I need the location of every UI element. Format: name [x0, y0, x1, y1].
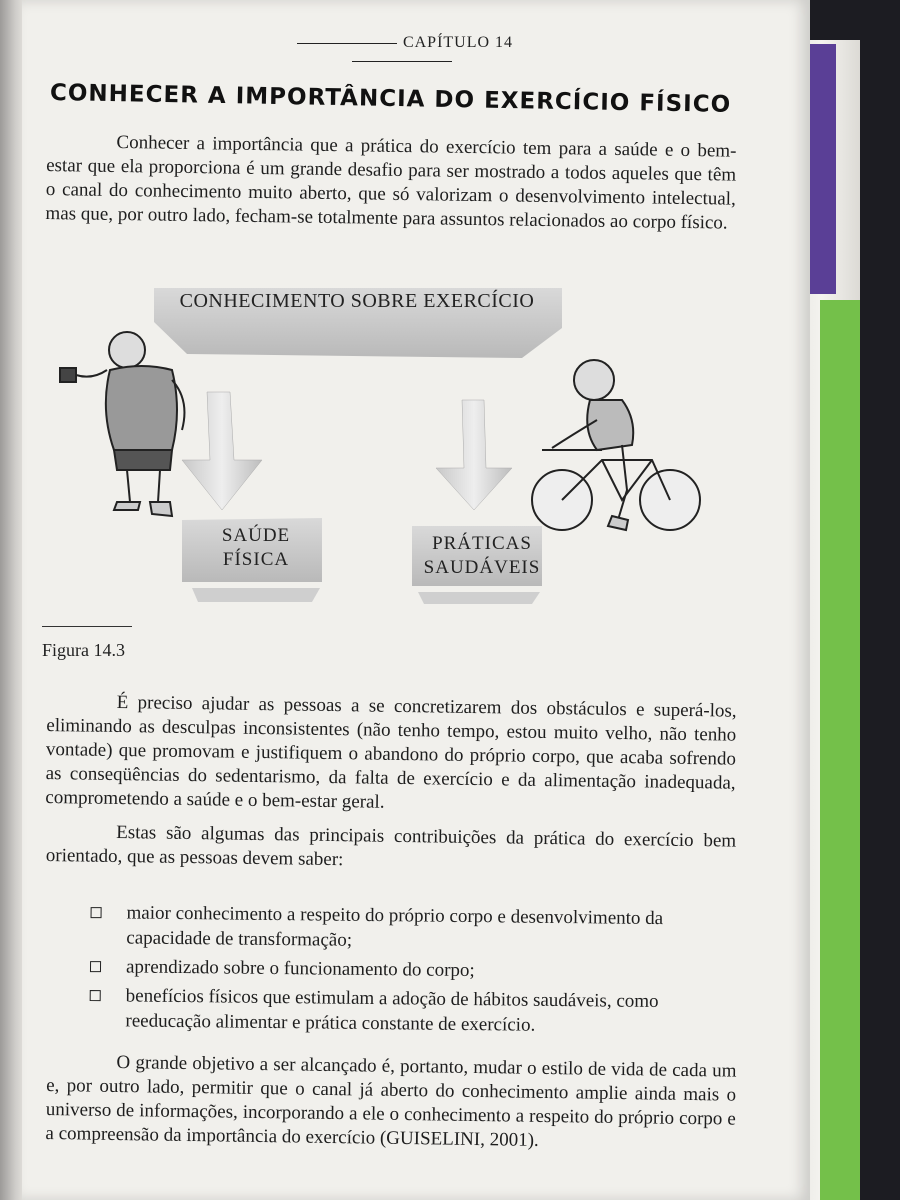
section-title: CONHECER A IMPORTÂNCIA DO EXERCÍCIO FÍSICO	[49, 80, 732, 118]
purple-tab-edge	[806, 44, 836, 294]
figure-banner-text: CONHECIMENTO SOBRE EXERCÍCIO	[179, 290, 535, 312]
practices-box-label	[412, 532, 552, 580]
health-box-base	[192, 588, 320, 602]
health-label-line2: FÍSICA	[222, 549, 290, 570]
cyclist-illustration	[532, 360, 700, 530]
chapter-label: CAPÍTULO 14	[402, 34, 514, 51]
figure-caption: Figura 14.3	[42, 640, 125, 660]
list-item: maior conhecimento a respeito do próprio corpo e desenvolvimento da capacidade de transformação;	[84, 900, 724, 957]
contributions-paragraph: Estas são algumas das principais contribuições da prática do exercício bem orientado, que as pessoas devem saber:	[45, 821, 737, 871]
practices-label-line1: PRÁTICAS	[432, 533, 532, 554]
list-item: aprendizado sobre o funcionamento do corpo;	[84, 954, 724, 986]
practices-box-base	[418, 592, 540, 604]
checkbox-bullet-icon	[91, 907, 102, 918]
practices-label-line2: SAUDÁVEIS	[423, 557, 541, 578]
chapter-header	[242, 34, 562, 70]
book-page	[22, 0, 810, 1200]
benefits-list	[83, 900, 724, 1044]
conclusion-paragraph: O grande objetivo a ser alcançado é, portanto, mudar o estilo de vida de cada um e, por outro lado, permitir que o canal já aberto do conhecimento amplie ainda mais o universo de informações, incorporando a ele o conhecimento a respeito do próprio corpo e a compreensão da importância do exercício (GUISELINI, 2001).	[45, 1051, 737, 1151]
list-item: benefícios físicos que estimulam a adoção de hábitos saudáveis, como reeducação alimentar e prática constante de exercício.	[83, 983, 723, 1040]
checkbox-bullet-icon	[90, 961, 101, 972]
checkbox-bullet-icon	[90, 990, 101, 1001]
left-arrow	[182, 392, 262, 510]
health-label-line1: SAÚDE	[221, 525, 291, 546]
caption-rule	[42, 626, 132, 627]
intro-paragraph: Conhecer a importância que a prática do exercício tem para a saúde e o bem-estar que ela proporciona é um grande desafio para ser mostrado a todos aqueles que têm o canal do conhecimento muito aberto, que só valorizam o desenvolvimento intelectual, mas que, por outro lado, fecham-se totalmente para assuntos relacionados ao corpo físico.	[45, 131, 737, 234]
green-tab-edge	[820, 300, 860, 1200]
right-arrow	[436, 400, 512, 510]
elderly-man-illustration	[60, 332, 184, 516]
health-box-label	[186, 524, 326, 572]
help-paragraph: É preciso ajudar as pessoas a se concretizarem dos obstáculos e superá-los, eliminando as desculpas inconsistentes (não tenho tempo, estou muito velho, não tenho vontade) que promovam e justifiquem o abandono do próprio corpo, que acaba sofrendo as conseqüências do sedentarismo, da falta de exercício e da alimentação inadequada, comprometendo a saúde e o bem-estar geral.	[45, 691, 737, 813]
